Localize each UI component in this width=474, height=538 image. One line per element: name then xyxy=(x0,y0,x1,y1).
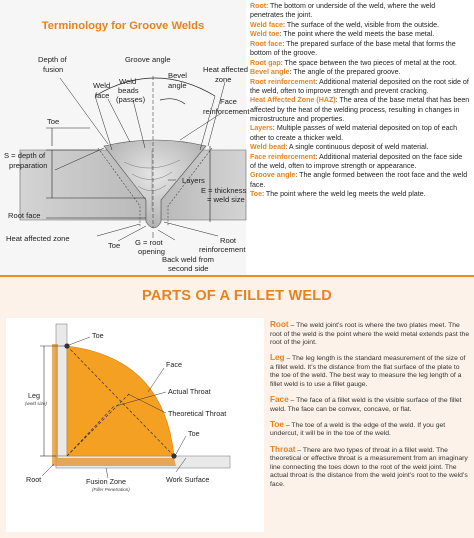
groove-definition-text: : Multiple passes of weld material deposited on top of each other to create a thicker weld. xyxy=(250,124,458,142)
label-depth-of-fusion-1: Depth of xyxy=(38,55,67,64)
label-heat-affected-zone-bottom: Heat affected zone xyxy=(6,234,70,243)
groove-definition xyxy=(250,143,470,152)
fillet-label-theoretical-throat: Theoretical Throat xyxy=(168,409,227,418)
label-heat-affected-zone-1: Heat affected xyxy=(203,65,249,74)
label-toe-bottom: Toe xyxy=(108,241,121,250)
fillet-definition-text: – The weld joint’s root is where the two plates meet. The root of the weld is the point where the weld metal extends past the root of the joint. xyxy=(270,322,470,347)
groove-weld-title: Terminology for Groove Welds xyxy=(41,20,205,32)
groove-definition-term: Root xyxy=(250,2,267,10)
groove-definition xyxy=(250,40,470,59)
fillet-definition-term: Toe xyxy=(270,419,284,429)
label-root-reinforcement-1: Root xyxy=(220,236,237,245)
groove-edge-left xyxy=(95,96,112,150)
fillet-label-fusion-zone: Fusion Zone xyxy=(86,477,126,486)
label-back-weld-2: second side xyxy=(168,264,209,273)
fillet-definition-text: – The toe of a weld is the edge of the weld. If you get undercut, it will be in the toe of the weld. xyxy=(270,421,446,438)
fillet-definition xyxy=(270,446,470,490)
label-e-2: = weld size xyxy=(207,195,245,204)
groove-definition-text: : The point where the weld meets the base metal. xyxy=(279,30,435,39)
groove-weld-definitions xyxy=(250,2,470,200)
fillet-label-toe-right: Toe xyxy=(188,429,200,438)
groove-definition xyxy=(250,153,470,172)
label-bevel-angle-2: angle xyxy=(168,81,187,90)
groove-definition-text: : The bottom or underside of the weld, where the weld penetrates the joint. xyxy=(250,2,436,20)
label-s-1: S = depth of xyxy=(4,151,46,160)
groove-edge-right xyxy=(200,96,215,150)
groove-definition xyxy=(250,96,470,124)
fillet-weld-diagram xyxy=(6,318,264,532)
label-root-opening-2: opening xyxy=(138,247,166,256)
groove-definition-term: Toe xyxy=(250,190,263,199)
fillet-definition-term: Throat xyxy=(270,444,296,454)
fillet-label-work-surface: Work Surface xyxy=(166,475,210,484)
fillet-label-face: Face xyxy=(166,360,182,369)
groove-definition-text: : The space between the two pieces of metal at the root. xyxy=(280,58,457,67)
groove-definition xyxy=(250,2,470,21)
fillet-definition xyxy=(270,421,470,439)
fillet-definition xyxy=(270,321,470,348)
toe-top-marker xyxy=(64,343,69,348)
fillet-definition-text: – The leg length is the standard measurement of the size of a fillet weld. It’s the distance from the flat surface of the plate to the toe of the weld. The best way to measure the leg length of a fillet weld is to use a fillet gauge. xyxy=(270,355,466,389)
fillet-weld-title: PARTS OF A FILLET WELD xyxy=(142,288,332,304)
fillet-definition-term: Leg xyxy=(270,353,285,363)
groove-definition xyxy=(250,59,470,68)
fillet-label-toe-top: Toe xyxy=(92,331,104,340)
groove-definition-term: Bevel angle xyxy=(250,68,290,77)
fillet-definition-term: Root xyxy=(270,320,289,329)
label-depth-of-fusion-2: fusion xyxy=(43,65,64,74)
groove-definition xyxy=(250,78,470,97)
label-weld-face-1: Weld xyxy=(93,81,111,90)
label-root-reinforcement-2: reinforcement xyxy=(199,245,246,254)
groove-definition-term: Root face xyxy=(250,39,283,48)
fillet-definition-text: – There are two types of throat in a fillet weld. The theoretical or effective throat is a measurement from an imaginary line connecting the toes down to the root of the weld joint. The actual throat is the distance from the weld joint’s root to the weld’s face. xyxy=(270,446,468,488)
fillet-label-weld-size: (weld size) xyxy=(25,401,47,406)
groove-definition xyxy=(250,124,470,143)
label-weld-beads-2: beads xyxy=(118,86,139,95)
fillet-label-root: Root xyxy=(26,475,42,484)
label-weld-beads-3: (passes) xyxy=(116,95,146,104)
label-root-face: Root face xyxy=(8,211,41,220)
toe-right-marker xyxy=(171,453,176,458)
groove-definition-text: : The area of the base metal that has been affected by the heat of the welding process, resulting in changes in microstructure and properties. xyxy=(250,96,470,123)
groove-definition-term: Face reinforcement xyxy=(250,152,316,161)
label-toe: Toe xyxy=(47,117,60,126)
label-heat-affected-zone-2: zone xyxy=(215,75,232,84)
groove-definition-text: : The angle of the prepared groove. xyxy=(289,68,401,77)
groove-definition-text: : The angle formed between the root face and the weld face. xyxy=(250,171,468,189)
groove-definition xyxy=(250,21,470,30)
groove-definition-term: Weld face xyxy=(250,20,283,29)
groove-definition xyxy=(250,171,470,190)
groove-definition-term: Root gap xyxy=(250,58,281,67)
groove-definition-text: : The point where the weld leg meets the weld plate. xyxy=(262,190,426,199)
fillet-weld-definitions xyxy=(270,321,470,496)
label-groove-angle: Groove angle xyxy=(125,55,171,64)
groove-definition-term: Heat Affected Zone (HAZ) xyxy=(250,96,336,105)
groove-definition xyxy=(250,190,470,199)
label-bevel-angle-1: Bevel xyxy=(168,71,187,80)
groove-definition-term: Root reinforcement xyxy=(250,77,316,86)
groove-angle-arc xyxy=(95,78,215,96)
fillet-label-leg: Leg xyxy=(28,391,40,400)
fillet-weld-diagram-area xyxy=(6,318,264,532)
groove-weld-diagram xyxy=(0,0,250,275)
groove-definition-text: : The surface of the weld, visible from the outside. xyxy=(283,20,440,29)
label-weld-face-2: face xyxy=(95,91,110,100)
label-e-1: E = thickness xyxy=(201,186,247,195)
groove-definition-text: : Additional material deposited on the face side of the weld, often to improve strength or appearance. xyxy=(250,152,463,170)
fillet-definition xyxy=(270,354,470,389)
groove-definition xyxy=(250,68,470,77)
label-face-reinforcement-1: Face xyxy=(220,97,237,106)
groove-definition-text: : Additional material deposited on the root side of the weld, often to improve strength and prevent cracking. xyxy=(250,77,469,95)
label-s-2: preparation xyxy=(9,161,48,170)
fillet-definition xyxy=(270,396,470,414)
groove-definition-text: : A single continuous deposit of weld material. xyxy=(285,143,429,152)
label-root-opening-1: G = root xyxy=(135,238,163,247)
label-face-reinforcement-2: reinforcement xyxy=(203,107,250,116)
label-layers: Layers xyxy=(182,176,205,185)
label-weld-beads-1: Weld xyxy=(119,77,137,86)
fillet-label-actual-throat: Actual Throat xyxy=(168,387,211,396)
fillet-definition-text: – The face of a fillet weld is the visible surface of the fillet weld. The face can be convex, concave, or flat. xyxy=(270,397,462,413)
label-back-weld-1: Back weld from xyxy=(162,255,214,264)
groove-definition-text: : The prepared surface of the base metal that forms the bottom of the groove. xyxy=(250,39,456,58)
groove-definition xyxy=(250,30,470,39)
groove-definition-term: Weld toe xyxy=(250,30,280,39)
fillet-label-filler-penetration: (Filler Penetration) xyxy=(92,487,130,492)
groove-definition-term: Weld bead xyxy=(250,143,286,152)
groove-definition-term: Layers xyxy=(250,124,273,133)
fillet-definition-term: Face xyxy=(270,395,289,405)
bevel-angle-arc xyxy=(160,99,185,104)
groove-definition-term: Groove angle xyxy=(250,171,296,180)
